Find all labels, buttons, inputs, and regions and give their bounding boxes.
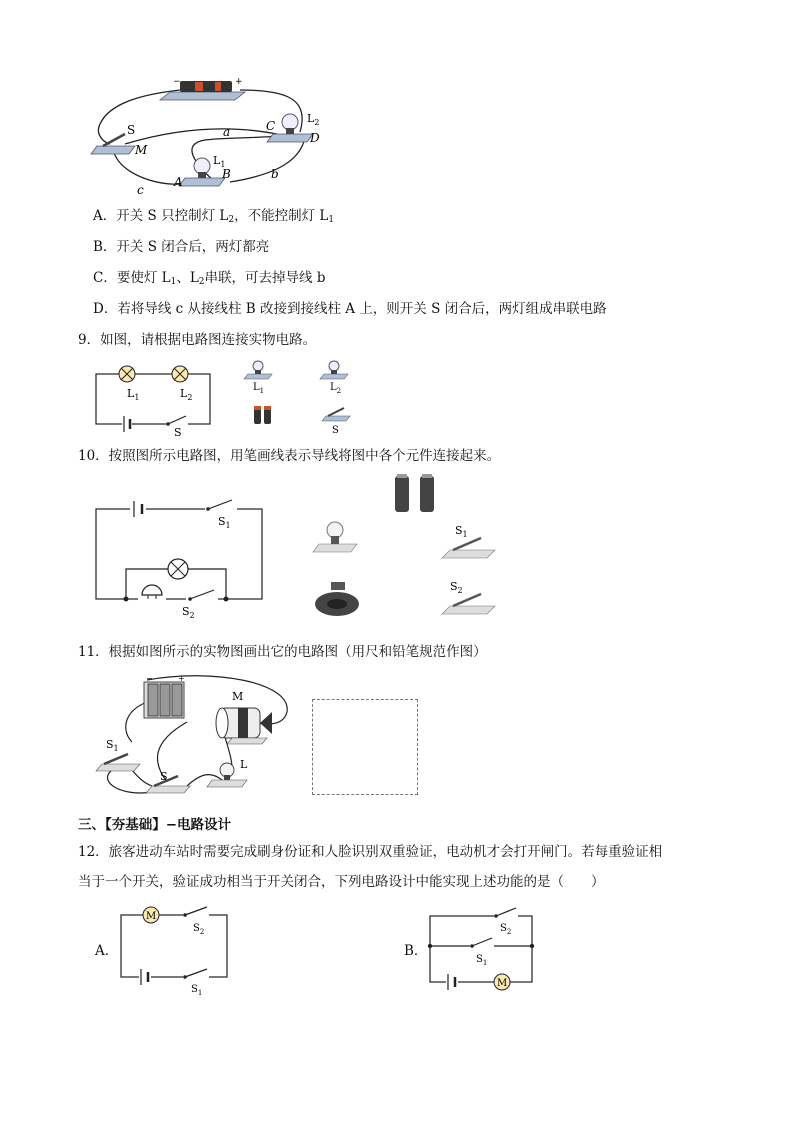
- q12-option-a-label: A．: [95, 943, 119, 959]
- q9-physical-components: [240, 358, 360, 438]
- q11-s-label: S: [160, 770, 168, 783]
- q10-phys-s2-label: $S_2$: [450, 580, 463, 595]
- battery-plus-label: +: [235, 77, 243, 87]
- q12a-s1-label: $S_1$: [191, 984, 203, 995]
- q9-l2-label: $L_2$: [180, 387, 193, 402]
- q12b-motor-label: M: [497, 978, 508, 989]
- q11-lamp-label: L: [240, 758, 248, 771]
- lamp-l2-label: $L_2$: [307, 112, 320, 127]
- q9-l1-label: $L_1$: [127, 387, 140, 402]
- q8-option-d: D．若将导线 c 从接线柱 B 改接到接线柱 A 上，则开关 S 闭合后，两灯组成串联电路: [93, 301, 607, 317]
- section-3-heading: 三、【夯基础】−电路设计: [78, 817, 232, 833]
- terminal-m-label: M: [135, 143, 148, 157]
- q9-circuit-diagram: [90, 362, 220, 437]
- wire-a-label: a: [223, 125, 231, 139]
- q10-phys-s1-label: $S_1$: [455, 524, 468, 539]
- q8-option-b: B．开关 S 闭合后，两灯都亮: [93, 239, 270, 255]
- q10-circuit-diagram: [90, 495, 270, 635]
- q8-option-c: C．要使灯 $L_1$、$L_2$串联，可去掉导线 b: [93, 270, 326, 287]
- q9-phys-switch-label: S: [332, 425, 339, 436]
- q12a-s2-label: $S_2$: [193, 923, 205, 936]
- terminal-a-label: A: [174, 175, 183, 189]
- q11-question: 11．根据如图所示的实物图画出它的电路图（用尺和铅笔规范作图）: [78, 644, 487, 660]
- q11-battery-minus: −: [146, 674, 153, 683]
- q12b-s1-label: $S_1$: [476, 954, 488, 967]
- q12b-s2-label: $S_2$: [500, 923, 512, 936]
- q9-switch-label: S: [174, 426, 182, 437]
- terminal-c-label: C: [266, 119, 276, 133]
- q9-question: 9．如图，请根据电路图连接实物电路。: [78, 332, 317, 348]
- q11-motor-label: M: [232, 690, 244, 703]
- q8-option-a: A．开关 S 只控制灯 $L_2$，不能控制灯 $L_1$: [93, 208, 335, 225]
- lamp-l1-label: $L_1$: [213, 154, 226, 169]
- q12-option-b-circuit: [424, 906, 539, 994]
- q9-phys-l1-label: $L_1$: [253, 382, 265, 395]
- q12-option-a-circuit: [115, 903, 235, 995]
- q11-answer-box[interactable]: [312, 699, 418, 795]
- q10-physical-components: [305, 470, 505, 625]
- terminal-d-label: D: [310, 131, 320, 145]
- q12-question-line1: 12．旅客进动车站时需要完成刷身份证和人脸识别双重验证，电动机才会打开闸门。若每重验证相: [78, 844, 663, 860]
- q12-question-line2: 当于一个开关，验证成功相当于开关闭合，下列电路设计中能实现上述功能的是（ ）: [78, 874, 605, 890]
- q12-option-b-label: B．: [404, 943, 428, 959]
- wire-c-label: c: [137, 183, 144, 197]
- q10-question: 10．按照图所示电路图，用笔画线表示导线将图中各个元件连接起来。: [78, 448, 501, 464]
- q10-s2-label: $S_2$: [182, 605, 195, 620]
- wire-b-label: b: [271, 167, 279, 181]
- q9-phys-l2-label: $L_2$: [330, 382, 342, 395]
- q11-battery-plus: +: [178, 674, 185, 683]
- terminal-b-label: B: [222, 167, 231, 181]
- q12a-motor-label: M: [146, 911, 157, 922]
- battery-minus-label: −: [173, 77, 181, 87]
- q10-s1-label: $S_1$: [218, 515, 231, 530]
- q11-s1-label: $S_1$: [106, 738, 119, 753]
- q11-physical-circuit: [92, 672, 297, 807]
- switch-s-label: S: [127, 123, 136, 137]
- q8-circuit-figure: [85, 74, 355, 199]
